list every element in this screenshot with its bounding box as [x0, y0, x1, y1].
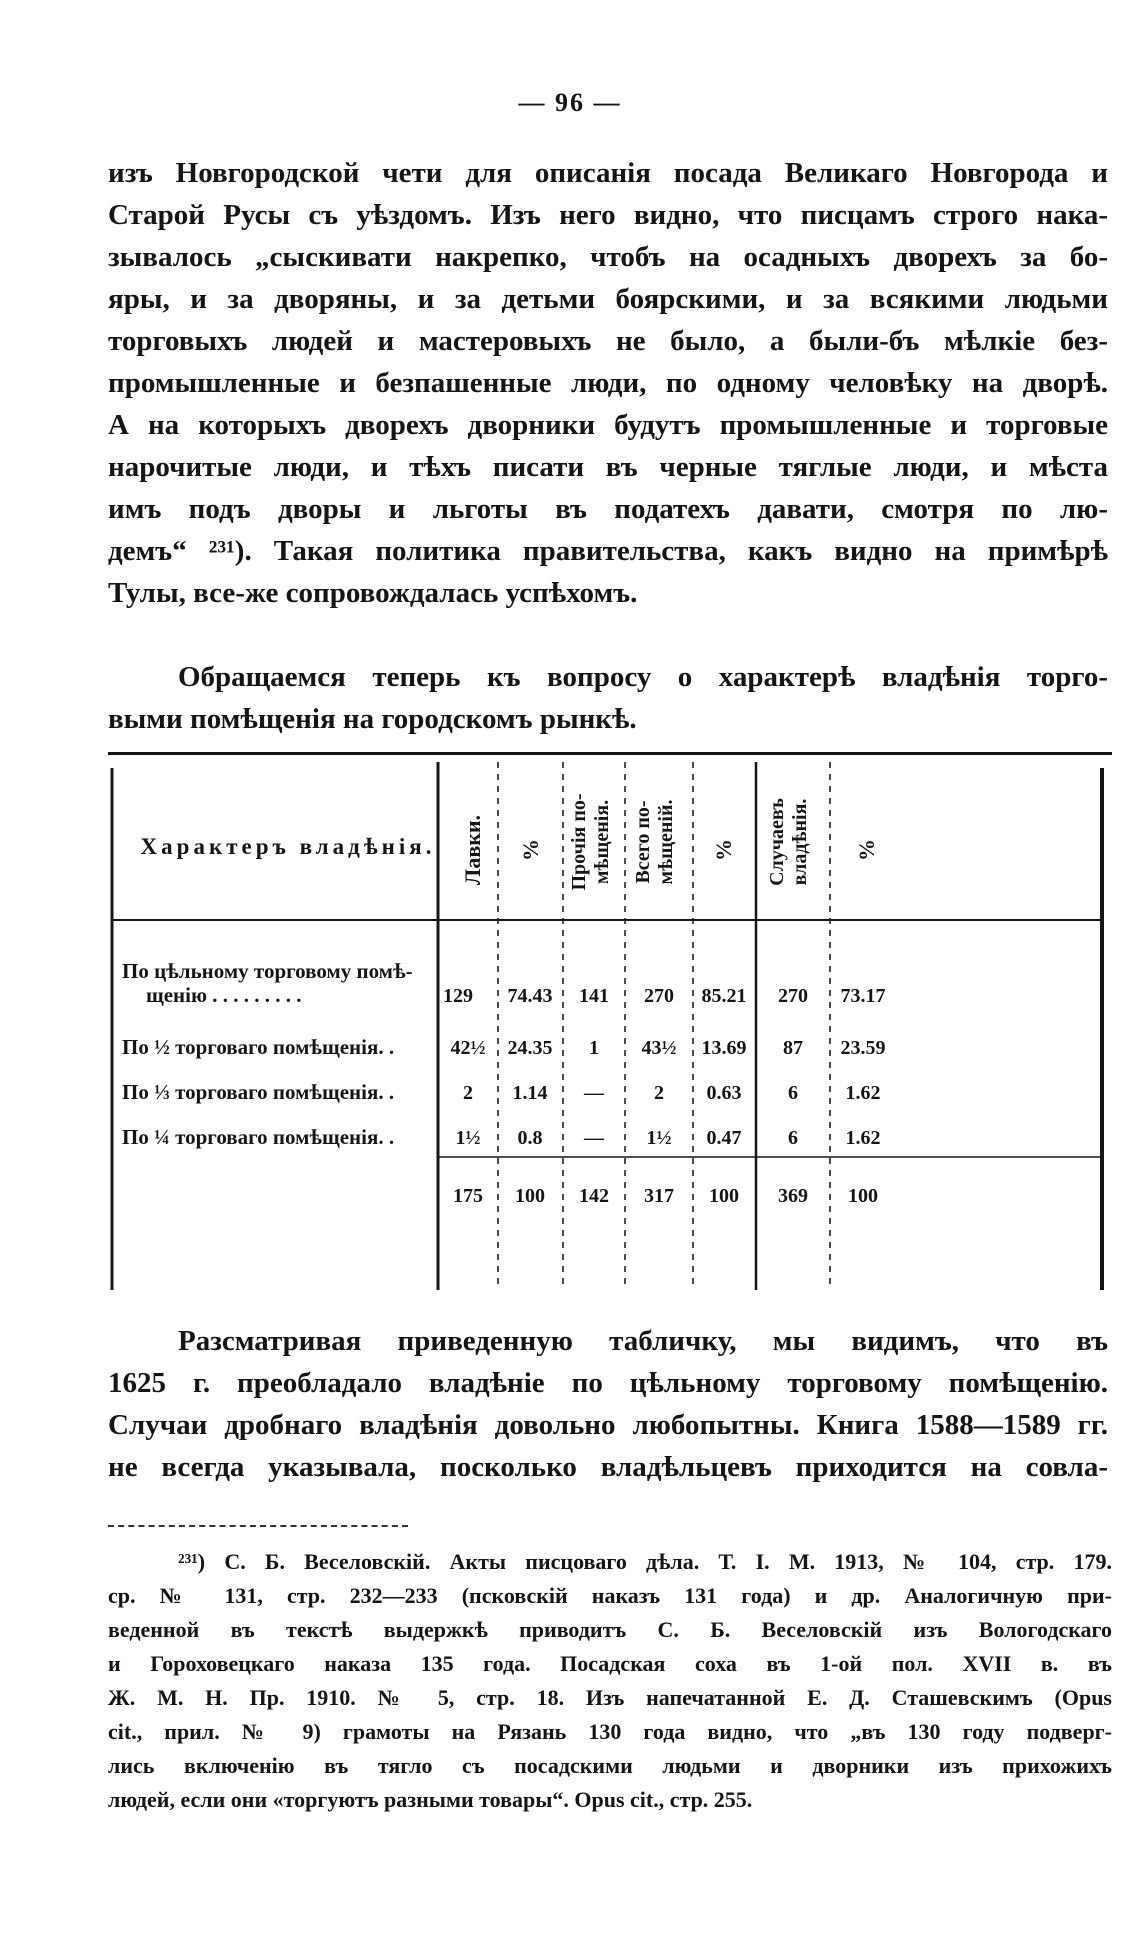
cell: 0.8	[517, 1127, 543, 1149]
cell: —	[584, 1127, 604, 1149]
cell: 23.59	[840, 1037, 886, 1059]
cell: 74.43	[507, 985, 553, 1007]
header-other-line: Прочія по-	[568, 793, 590, 891]
header-total-line: Всего по-	[632, 800, 654, 884]
text-line: 1625 г. преобладало владѣніе по цѣльному торговому помѣщенію.	[108, 1367, 1108, 1399]
paragraph-2	[108, 656, 1108, 740]
total-cell: 100	[709, 1185, 739, 1207]
row-label: По цѣльному торговому помѣ-	[122, 959, 413, 983]
paragraph-3	[108, 1320, 1108, 1488]
row-label: щенію . . . . . . . . .	[146, 983, 302, 1007]
cell: 0.47	[706, 1127, 742, 1149]
header-ownership: Характеръ владѣнія.	[140, 834, 436, 859]
table-top-rule	[108, 752, 1112, 755]
text-line: зывалось „сыскивати накрепко, чтобъ на осадныхъ дворехъ за бо-	[108, 241, 1108, 273]
total-cell: 100	[848, 1185, 878, 1207]
text-line: Разсматривая приведенную табличку, мы видимъ, что въ	[178, 1325, 1108, 1357]
header-total-line: мѣщеній.	[655, 799, 677, 885]
cell: 13.69	[701, 1037, 747, 1059]
cell: 270	[778, 985, 808, 1007]
text-line: выми помѣщенія на городскомъ рынкѣ.	[108, 703, 637, 735]
text-line: демъ“ ²³¹). Такая политика правительства, какъ видно на примѣрѣ	[108, 535, 1108, 567]
footnote-line: лись включенію въ тягло съ посадскими людьми и дворники изъ прихожихъ	[108, 1753, 1112, 1778]
total-cell: 142	[579, 1185, 609, 1207]
text-line: Тулы, все-же сопровождалась успѣхомъ.	[108, 577, 638, 609]
total-cell: 175	[453, 1185, 483, 1207]
text-line: Случаи дробнаго владѣнія довольно любопытны. Книга 1588—1589 гг.	[108, 1409, 1108, 1441]
total-cell: 317	[644, 1185, 674, 1207]
cell: 42½	[450, 1037, 486, 1059]
text-line: не всегда указывала, посколько владѣльцевъ приходится на совла-	[108, 1451, 1108, 1483]
ownership-table	[108, 762, 1112, 1300]
text-line: торговыхъ людей и мастеровыхъ не было, а были-бъ мѣлкіе без-	[108, 325, 1108, 357]
header-pct: %	[518, 839, 543, 861]
cell: 6	[788, 1127, 798, 1149]
cell: 141	[579, 985, 609, 1007]
text-line: Старой Русы съ уѣздомъ. Изъ него видно, что писцамъ строго нака-	[108, 199, 1108, 231]
total-cell: 369	[778, 1185, 808, 1207]
text-line: А на которыхъ дворехъ дворники будутъ промышленные и торговые	[108, 409, 1108, 441]
header-pct: %	[854, 839, 879, 861]
footnote-line: cit., прил. № 9) грамоты на Рязань 130 года видно, что „въ 130 году подверг-	[108, 1719, 1112, 1744]
footnote-line: ²³¹) С. Б. Веселовскій. Акты писцоваго дѣла. Т. I. М. 1913, № 104, стр. 179.	[178, 1549, 1112, 1574]
cell: 24.35	[507, 1037, 553, 1059]
header-cases-line: Случаевъ	[766, 798, 788, 886]
footnote-line: Ж. М. Н. Пр. 1910. № 5, стр. 18. Изъ напечатанной Е. Д. Сташевскимъ (Opus	[108, 1685, 1112, 1710]
total-cell: 100	[515, 1185, 545, 1207]
cell: 270	[644, 985, 674, 1007]
cell: 6	[788, 1082, 798, 1104]
cell: 1½	[646, 1127, 672, 1149]
cell: —	[584, 1082, 604, 1104]
footnote-line: веденной въ текстѣ выдержкѣ приводитъ С. Б. Веселовскій изъ Вологодскаго	[108, 1617, 1112, 1642]
row-label: По ¼ торговаго помѣщенія. .	[122, 1125, 395, 1149]
cell: 43½	[641, 1037, 677, 1059]
text-line: яры, и за дворяны, и за детьми боярскими, и за всякими людьми	[108, 283, 1108, 315]
header-pct: %	[711, 839, 736, 861]
footnote-line: людей, если они «торгуютъ разными товары“. Opus cit., стр. 255.	[108, 1787, 753, 1812]
cell: 2	[463, 1082, 473, 1104]
text-line: имъ подъ дворы и льготы въ податехъ давати, смотря по лю-	[108, 493, 1108, 525]
cell: 129	[443, 985, 473, 1007]
page-number: — 96 —	[518, 88, 622, 117]
cell: 87	[783, 1037, 803, 1059]
cell: 1.62	[845, 1127, 881, 1149]
ownership-table-svg	[108, 762, 1112, 1300]
header-shops: Лавки.	[460, 814, 485, 886]
text-line: изъ Новгородской чети для описанія посада Великаго Новгорода и	[108, 157, 1108, 189]
row-label: По ½ торговаго помѣщенія. .	[122, 1035, 395, 1059]
cell: 85.21	[701, 985, 747, 1007]
cell: 1½	[455, 1127, 481, 1149]
cell: 1	[589, 1037, 599, 1059]
row-label: По ⅓ торговаго помѣщенія. .	[122, 1080, 395, 1104]
cell: 1.14	[512, 1082, 548, 1104]
header-cases-line: владѣнія.	[789, 798, 811, 886]
footnote-line: и Гороховецкаго наказа 135 года. Посадская соха въ 1-ой пол. XVII в. въ	[108, 1651, 1112, 1676]
footnote	[108, 1545, 1112, 1817]
header-other-line: мѣщенія.	[591, 799, 613, 885]
paragraph-1	[108, 152, 1108, 614]
footnote-line: ср. № 131, стр. 232—233 (псковскій наказъ 131 года) и др. Аналогичную при-	[108, 1583, 1112, 1608]
text-line: Обращаемся теперь къ вопросу о характерѣ владѣнія торго-	[178, 661, 1108, 693]
cell: 0.63	[706, 1082, 742, 1104]
footnote-separator	[108, 1525, 408, 1527]
cell: 73.17	[840, 985, 886, 1007]
text-line: промышленные и безпашенные люди, по одному человѣку на дворѣ.	[108, 367, 1108, 399]
cell: 2	[654, 1082, 664, 1104]
text-line: нарочитые люди, и тѣхъ писати въ черные тяглые люди, и мѣста	[108, 451, 1108, 483]
cell: 1.62	[845, 1082, 881, 1104]
